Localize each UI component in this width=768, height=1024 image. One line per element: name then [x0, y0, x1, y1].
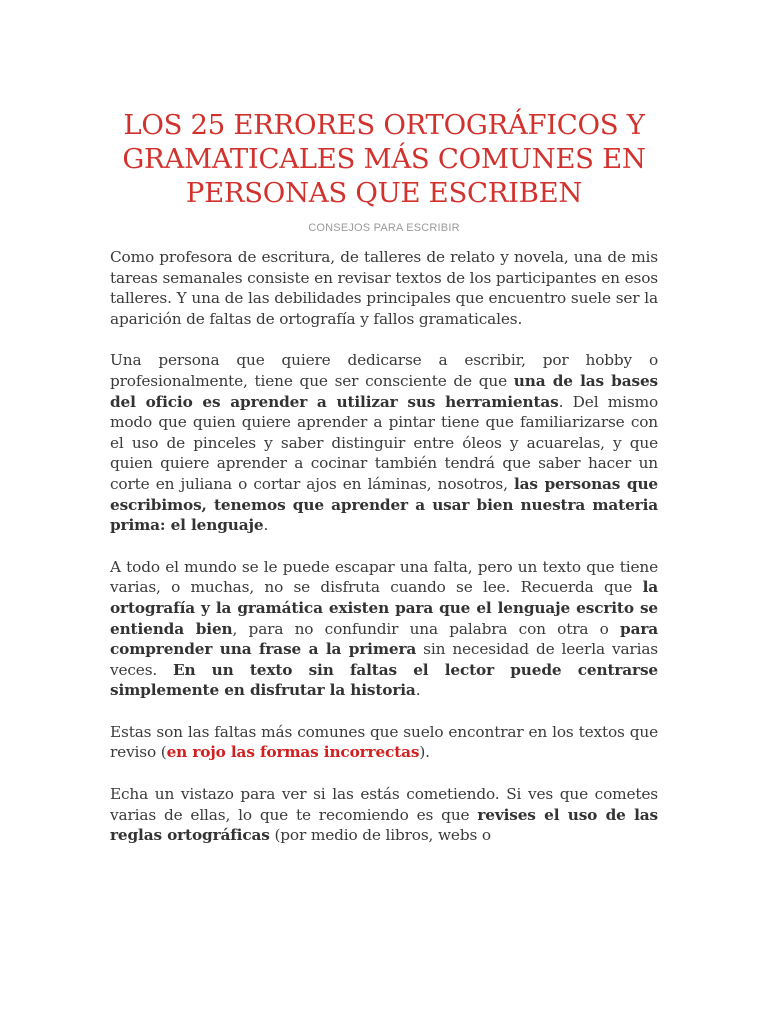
category-label[interactable]: CONSEJOS PARA ESCRIBIR: [308, 222, 460, 234]
bold-segment: las personas que escribimos, tenemos que aprender a usar bien nuestra materia prima: el lenguaje: [110, 474, 658, 535]
paragraph-common-errors: [110, 722, 658, 763]
paragraph-tools: [110, 350, 658, 535]
text-segment: .: [415, 681, 421, 700]
text-segment: . Del mismo modo que quien quiere aprender a pintar tiene que familiarizarse con el uso de pinceles y saber distinguir entre óleos y acuarelas, y que quien quiere aprender a cocinar también tendrá que saber hacer un corte en juliana o cortar ajos en láminas, nosotros,: [110, 392, 659, 493]
text-segment: sin necesidad de leerla varias veces.: [110, 640, 658, 679]
text-segment: Estas son las faltas más comunes que suelo encontrar en los textos que reviso (: [110, 722, 658, 762]
article: [110, 108, 658, 867]
bold-segment: En un texto sin faltas el lector puede centrarse simplemente en disfrutar la historia: [110, 660, 658, 700]
bold-segment: para comprender una frase a la primera: [110, 619, 659, 659]
article-title: LOS 25 ERRORES ORTOGRÁFICOS Y GRAMATICALES MÁS COMUNES EN PERSONAS QUE ESCRIBEN: [122, 109, 646, 209]
paragraph-review: [110, 784, 658, 846]
text-segment: A todo el mundo se le puede escapar una falta, pero un texto que tiene varias, o muchas, no se disfruta cuando se lee. Recuerda que: [110, 557, 658, 597]
bold-segment: revises el uso de las reglas ortográficas: [110, 805, 658, 845]
red-highlight: en rojo las formas incorrectas: [166, 743, 420, 762]
text-segment: ).: [419, 743, 430, 762]
text-segment: (por medio de libros, webs o: [269, 826, 491, 845]
text-segment: , para no confundir una palabra con otra o: [232, 619, 621, 638]
paragraph-mistakes: [110, 557, 658, 701]
bold-segment: la ortografía y la gramática existen para que el lenguaje escrito se entienda bien: [110, 578, 658, 638]
text-segment: Una persona que quiere dedicarse a escribir, por hobby o profesionalmente, tiene que ser consciente de que: [110, 351, 658, 390]
paragraph-intro: Como profesora de escritura, de talleres de relato y novela, una de mis tareas semanales consiste en revisar textos de los participantes en esos talleres. Y una de las debilidades principales que encuentro suele ser la aparición de faltas de ortografía y fallos gramaticales.: [110, 248, 658, 328]
bold-segment: una de las bases del oficio es aprender a utilizar sus herramientas: [110, 371, 658, 411]
text-segment: Echa un vistazo para ver si las estás cometiendo. Si ves que cometes varias de ellas, lo que te recomiendo es que: [110, 785, 658, 824]
text-segment: .: [263, 516, 269, 535]
